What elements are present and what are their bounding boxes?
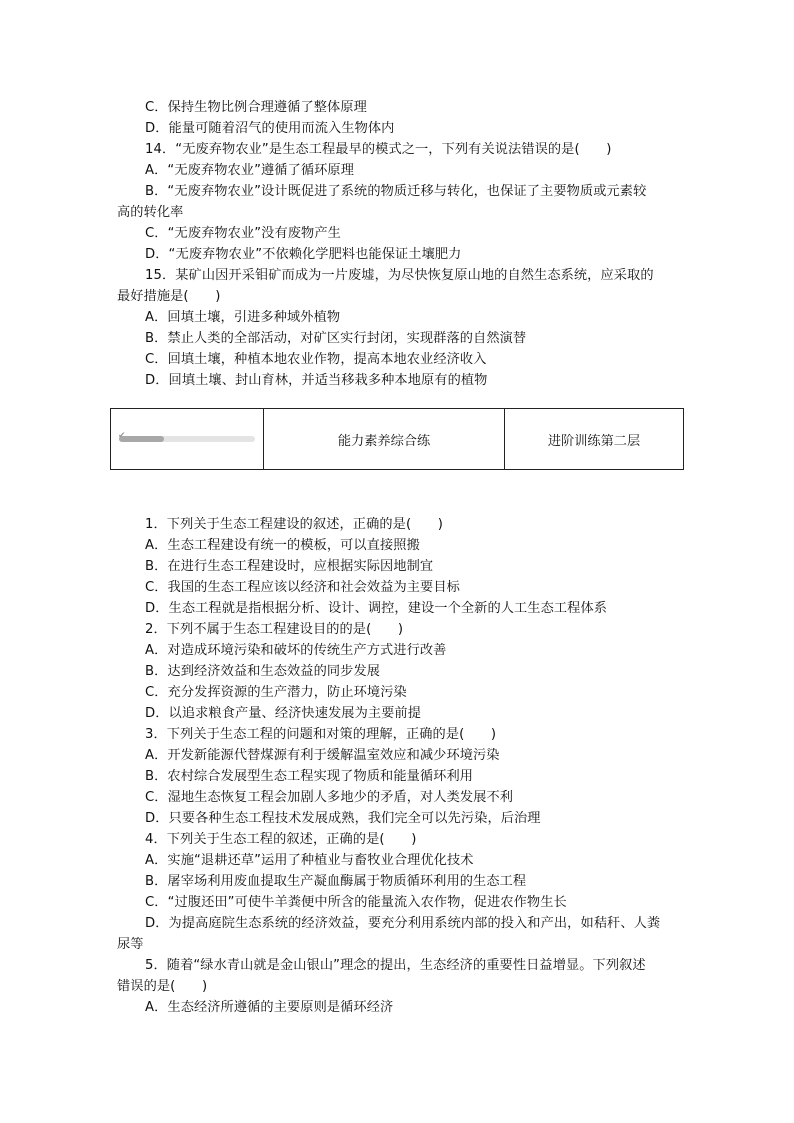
q5-stem-cont: 错误的是( ) (117, 979, 208, 994)
q15-stem-cont: 最好措施是( ) (117, 289, 221, 304)
q4-stem: 4．下列关于生态工程的叙述，正确的是( ) (145, 832, 417, 847)
q1-option-d: D．生态工程就是指根据分析、设计、调控，建设一个全新的人工生态工程体系 (145, 601, 608, 616)
q2-option-b: B．达到经济效益和生态效益的同步发展 (145, 664, 381, 679)
q3-option-d: D．只要各种生态工程技术发展成熟，我们完全可以先污染，后治理 (145, 811, 541, 826)
q13-option-c: C．保持生物比例合理遵循了整体原理 (145, 100, 367, 115)
q4-option-d-cont: 尿等 (117, 937, 144, 952)
q1-stem: 1．下列关于生态工程建设的叙述，正确的是( ) (145, 517, 444, 532)
q14-option-a: A．“无废弃物农业”遵循了循环原理 (145, 163, 355, 178)
q15-option-b: B．禁止人类的全部活动，对矿区实行封闭，实现群落的自然演替 (145, 331, 527, 346)
q2-option-d: D．以追求粮食产量、经济快速发展为主要前提 (145, 706, 422, 721)
check-icon: ✔ (118, 431, 126, 441)
q5-stem: 5．随着“绿水青山就是金山银山”理念的提出，生态经济的重要性日益增显。下列叙述 (145, 958, 646, 973)
q3-stem: 3．下列关于生态工程的问题和对策的理解，正确的是( ) (145, 727, 497, 742)
banner-progress-cell (111, 409, 264, 469)
q3-option-b: B．农村综合发展型生态工程实现了物质和能量循环利用 (145, 769, 474, 784)
q2-option-a: A．对造成环境污染和破坏的传统生产方式进行改善 (145, 643, 447, 658)
banner-section-level: 进阶训练第二层 (547, 433, 641, 449)
q2-option-c: C．充分发挥资源的生产潜力，防止环境污染 (145, 685, 407, 700)
q1-option-c: C．我国的生态工程应该以经济和社会效益为主要目标 (145, 580, 460, 595)
q14-stem: 14．“无废弃物农业”是生态工程最早的模式之一，下列有关说法错误的是( ) (145, 142, 612, 157)
q13-option-d: D．能量可随着沼气的使用而流入生物体内 (145, 121, 395, 136)
q14-option-b-cont: 高的转化率 (117, 205, 184, 220)
progress-bar-fill (119, 436, 164, 442)
banner-section-title: 能力素养综合练 (264, 409, 505, 469)
progress-bar (118, 431, 255, 442)
q4-option-d: D．为提高庭院生态系统的经济效益，要充分利用系统内部的投入和产出，如秸秆、人粪 (145, 916, 661, 931)
section-banner (110, 408, 684, 470)
q15-option-a: A．回填土壤，引进多种域外植物 (145, 310, 341, 325)
q1-option-a: A．生态工程建设有统一的模板，可以直接照搬 (145, 538, 420, 553)
q4-option-a: A．实施“退耕还草”运用了种植业与畜牧业合理优化技术 (145, 853, 474, 868)
q14-option-c: C．“无废弃物农业”没有废物产生 (145, 226, 341, 241)
q14-option-d: D．“无废弃物农业”不依赖化学肥料也能保证土壤肥力 (145, 247, 462, 262)
q2-stem: 2．下列不属于生态工程建设目的的是( ) (145, 622, 404, 637)
q3-option-a: A．开发新能源代替煤源有利于缓解温室效应和减少环境污染 (145, 748, 500, 763)
q4-option-c: C．“过腹还田”可使牛羊粪便中所含的能量流入农作物，促进农作物生长 (145, 895, 567, 910)
q1-option-b: B．在进行生态工程建设时，应根据实际因地制宜 (145, 559, 434, 574)
q15-option-c: C．回填土壤，种植本地农业作物，提高本地农业经济收入 (145, 352, 487, 367)
q15-stem: 15．某矿山因开采钼矿而成为一片废墟，为尽快恢复原山地的自然生态系统，应采取的 (145, 268, 654, 283)
q14-option-b: B．“无废弃物农业”设计既促进了系统的物质迁移与转化，也保证了主要物质或元素较 (145, 184, 647, 199)
q15-option-d: D．回填土壤、封山育林，并适当移栽多种本地原有的植物 (145, 373, 488, 388)
q3-option-c: C．湿地生态恢复工程会加剧人多地少的矛盾，对人类发展不利 (145, 790, 514, 805)
q4-option-b: B．屠宰场利用废血提取生产凝血酶属于物质循环利用的生态工程 (145, 874, 527, 889)
q5-option-a: A．生态经济所遵循的主要原则是循环经济 (145, 1000, 394, 1015)
